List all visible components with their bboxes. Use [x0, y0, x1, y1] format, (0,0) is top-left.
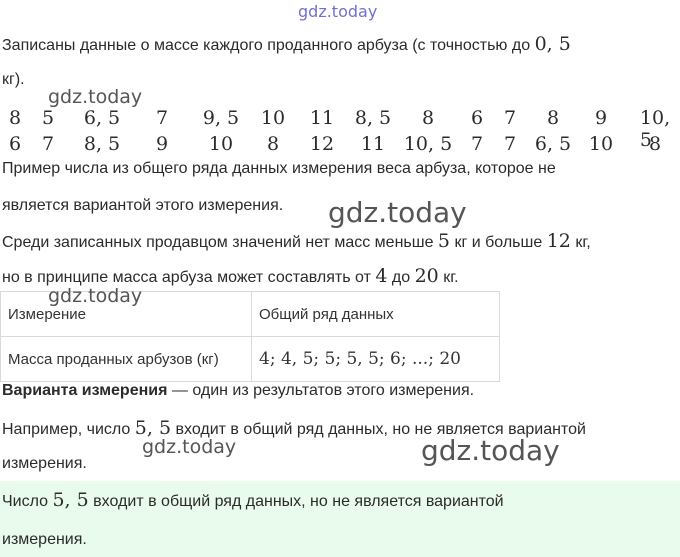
explanation-range-min: 4 — [375, 265, 388, 287]
data-value: 5 — [41, 107, 55, 129]
data-value: 10 — [260, 107, 286, 129]
data-value: 10 — [208, 133, 234, 155]
data-value: 7 — [503, 133, 517, 155]
watermark-3: gdz.today — [48, 285, 143, 307]
answer-line-1 — [2, 488, 504, 514]
data-value: 9 — [155, 133, 169, 155]
example-line-2: измерения. — [2, 455, 87, 472]
explanation-min-value: 5 — [437, 230, 451, 252]
data-value: 9, 5 — [202, 107, 240, 129]
answer-value: 5, 5 — [52, 489, 89, 511]
table-header-measurement: Измерение — [1, 292, 252, 337]
answer-line-2: измерения. — [2, 531, 87, 548]
answer-block — [0, 481, 680, 557]
data-value: 10, 5 — [639, 107, 671, 151]
question-line-1: Пример числа из общего ряда данных измерения веса арбуза, которое не — [2, 160, 556, 177]
data-value: 6 — [470, 107, 484, 129]
example-text-b: входит в общий ряд данных, но не является вариантой — [171, 421, 586, 438]
explanation-text-c: кг, — [570, 234, 591, 251]
data-value: 12 — [309, 133, 335, 155]
data-value: 8 — [421, 107, 435, 129]
example-value: 5, 5 — [134, 417, 172, 439]
watermark-4: gdz.today — [142, 436, 237, 458]
example-text-a: Например, число — [2, 421, 135, 438]
data-value: 6, 5 — [83, 107, 121, 129]
answer-text-a: Число — [2, 493, 53, 510]
data-value: 8 — [648, 133, 662, 155]
explanation-line-1 — [2, 229, 591, 255]
data-value: 10, 5 — [403, 133, 453, 155]
data-value: 6 — [8, 133, 22, 155]
watermark-2: gdz.today — [328, 196, 467, 229]
explanation-text-e: до — [387, 269, 415, 286]
data-value: 8, 5 — [83, 133, 121, 155]
table-row — [1, 337, 500, 382]
data-value: 8 — [8, 107, 22, 129]
table-header-series: Общий ряд данных — [252, 292, 500, 337]
data-value: 8 — [546, 107, 560, 129]
intro-line-1 — [2, 32, 571, 58]
data-value: 8 — [266, 133, 280, 155]
watermark-top: gdz.today — [298, 2, 378, 21]
question-line-2: является вариантой этого измерения. — [2, 197, 284, 214]
data-value: 10 — [588, 133, 614, 155]
explanation-range-max: 20 — [414, 265, 439, 287]
definition-text: — один из результатов этого измерения. — [167, 382, 475, 399]
data-value: 7 — [503, 107, 517, 129]
explanation-text-a: Среди записанных продавцом значений нет масс меньше — [2, 234, 438, 251]
data-value: 11 — [309, 107, 335, 129]
definition-line — [2, 379, 474, 403]
intro-precision-value: 0, 5 — [534, 33, 571, 55]
data-value: 7 — [41, 133, 55, 155]
data-value: 6, 5 — [534, 133, 572, 155]
watermark-1: gdz.today — [48, 86, 143, 108]
explanation-text-d: но в принципе масса арбуза может составлять от — [2, 269, 376, 286]
table-cell-measurement: Масса проданных арбузов (кг) — [1, 337, 252, 382]
answer-text-b: входит в общий ряд данных, но не является вариантой — [88, 493, 504, 510]
watermark-5: gdz.today — [421, 434, 560, 467]
intro-text: Записаны данные о массе каждого проданного арбуза (с точностью до — [2, 37, 535, 54]
definition-term: Варианта измерения — [2, 382, 168, 399]
table-cell-series: 4; 4, 5; 5; 5, 5; 6; ...; 20 — [252, 337, 500, 382]
intro-line-2: кг). — [2, 71, 25, 88]
data-value: 9 — [594, 107, 608, 129]
data-value: 8, 5 — [354, 107, 392, 129]
explanation-text-b: кг и больше — [450, 234, 547, 251]
data-value: 7 — [155, 107, 169, 129]
explanation-max-value: 12 — [546, 230, 571, 252]
data-value: 7 — [470, 133, 484, 155]
data-row-2 — [0, 133, 680, 155]
data-value: 11 — [360, 133, 386, 155]
explanation-text-f: кг. — [438, 269, 459, 286]
